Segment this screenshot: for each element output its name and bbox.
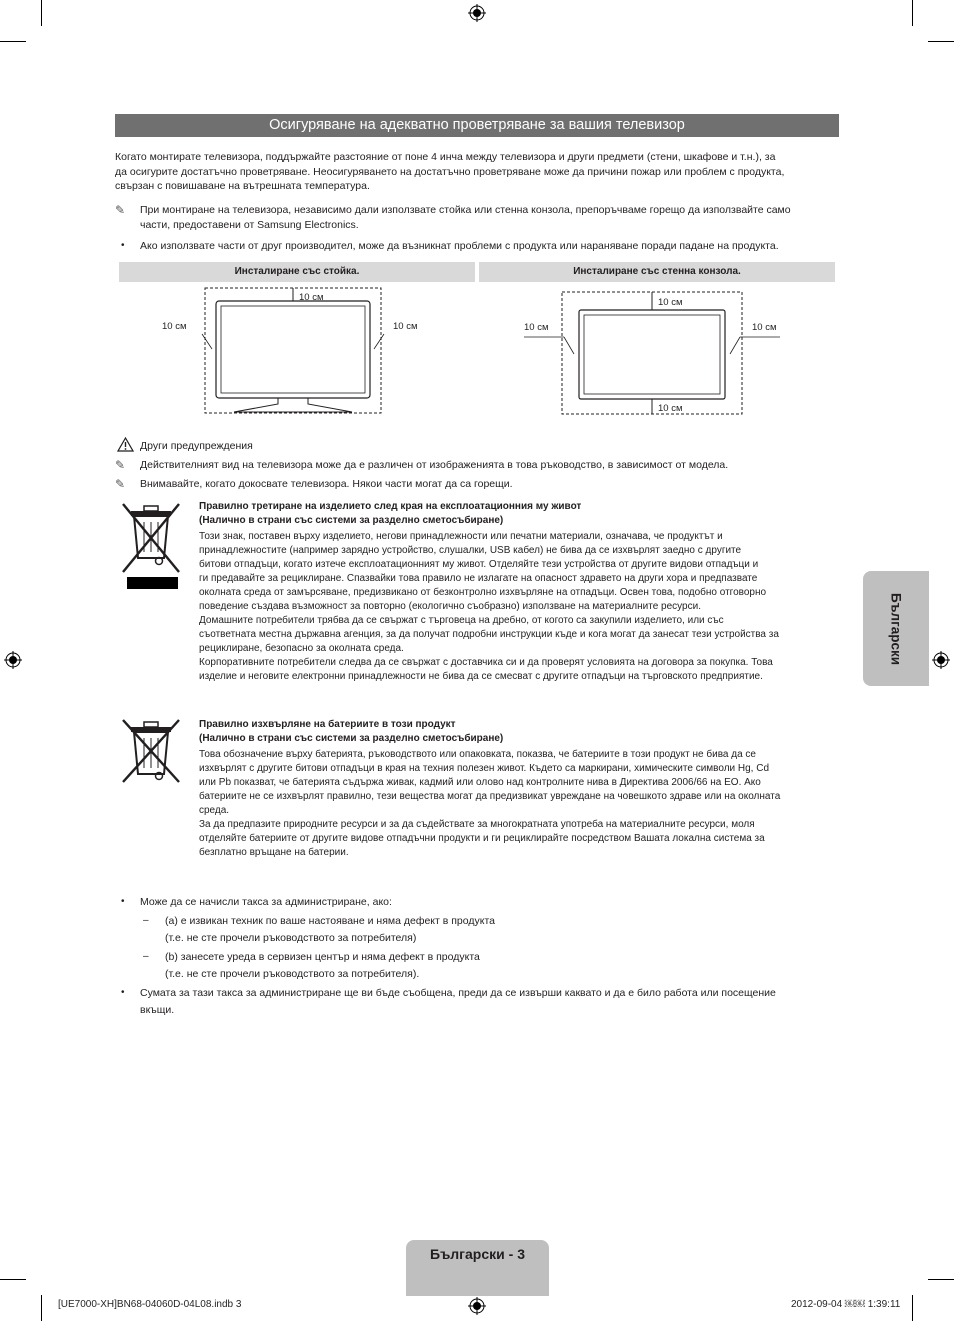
stand-diagram-header: Инсталиране със стойка. [119, 262, 475, 282]
bullet-icon: • [121, 896, 125, 907]
note-line: части, предоставени от Samsung Electronics. [140, 218, 359, 231]
language-side-tab [863, 571, 929, 686]
registration-mark-icon [932, 651, 950, 669]
fee-line: (a) е извикан техник по ваше настояване и няма дефект в продукта [165, 915, 495, 927]
footer-timestamp: 2012-09-04 ￼￼ 1:39:11 [791, 1299, 901, 1310]
battery-line: Това обозначение върху батерията, ръководството или опаковката, показва, че батериите в този продукт не бива да се [199, 749, 756, 760]
battery-line: безплатно връщане на батерии. [199, 847, 349, 858]
weee-section [199, 500, 839, 684]
warning-note: Действителният вид на телевизора може да е различен от изображенията в това ръководство, в зависимост от модела. [140, 459, 729, 471]
bullet-icon: • [121, 240, 125, 251]
stand-left-label: 10 см [162, 321, 187, 332]
weee-line: ги предавайте за рециклиране. Спазвайки това правило не излагате на опасност здравето на други хора и предпазвате [199, 573, 758, 584]
crop-mark [0, 41, 26, 42]
crop-mark [912, 1295, 913, 1321]
note-line: При монтиране на телевизора, независимо дали използвате стойка или стенна конзола, препоръчваме горещо да използвайте само [140, 204, 791, 216]
bullet-icon: • [121, 987, 125, 998]
page-number-tab: Български - 3 [406, 1240, 549, 1296]
stand-right-label: 10 см [393, 321, 418, 332]
intro-line: свързан с повишаване на вътрешната температура. [115, 180, 370, 192]
dash-icon: – [143, 915, 149, 926]
weee-line: Този знак, поставен върху изделието, негови принадлежности или печатни материали, означава, че продуктът и [199, 531, 723, 542]
battery-line: изхвърлят с другите битови отпадъци в края на техния полезен живот. Където са маркирани, химическите символи Hg, Cd [199, 763, 770, 774]
warning-note: Внимавайте, когато докосвате телевизора. Някои части могат да са горещи. [140, 478, 513, 490]
wall-left-label: 10 см [524, 322, 549, 333]
fee-dash-item [165, 914, 845, 945]
fee-line: (т.е. не сте прочели ръководството за потребителя) [165, 931, 417, 944]
weee-line: Домашните потребители трябва да се свържат с търговеца на дребно, от когото са закупили изделието, или със [199, 615, 724, 626]
fee-line: Сумата за тази такса за администриране ще ви бъде съобщена, преди да се извърши каквато и да е било работа или посещение [140, 987, 776, 999]
weee-line: околната среда от замърсяване, предизвикано от безконтролно изхвърляне на отпадъци. Освен това, подобно отговорно [199, 587, 767, 598]
weee-line: битови отпадъци, когато изтече експлоатационният му живот. Отделяйте тези устройства от другите видови отпадъци и [199, 559, 759, 570]
registration-mark-icon [468, 4, 486, 22]
section-title: Осигуряване на адекватно проветряване за вашия телевизор [115, 114, 839, 137]
weee-line: Корпоративните потребители следва да се свържат с доставчика си и да проверят условията на договора за покупка. Това [199, 657, 773, 668]
footer-file-info: [UE7000-XH]BN68-04060D-04L08.indb 3 [58, 1299, 242, 1310]
wall-diagram-header: Инсталиране със стенна конзола. [479, 262, 835, 282]
fee-bullet [140, 986, 845, 1017]
warnings-title: Други предупреждения [140, 440, 253, 452]
battery-section [199, 718, 839, 860]
note-pencil-icon: ✎ [115, 477, 126, 491]
crop-mark [928, 1279, 954, 1280]
intro-paragraph [115, 150, 855, 194]
fee-bullet: Може да се начисли такса за администриране, ако: [140, 896, 392, 908]
wall-installation-diagram [516, 289, 796, 419]
stand-top-label: 10 см [299, 292, 324, 303]
crossed-bin-battery-icon [120, 718, 182, 784]
crop-mark [928, 41, 954, 42]
battery-subtitle: (Налично в страни със системи за разделно сметосъбиране) [199, 733, 504, 744]
battery-line: батериите не се изхвърлят правилно, тези вещества могат да предизвикат увреждане на човешкото здраве или на околната [199, 791, 781, 802]
crop-mark [41, 0, 42, 26]
bullet-text: Ако използвате части от друг производител, може да възникнат проблеми с продукта или нараняване поради падане на продукта. [140, 240, 779, 252]
weee-title: Правилно третиране на изделието след края на експлоатационния му живот [199, 501, 582, 512]
fee-line: (т.е. не сте прочели ръководството за потребителя). [165, 967, 420, 980]
warning-triangle-icon [117, 437, 134, 452]
stand-installation-diagram [150, 284, 440, 416]
battery-line: отделяйте батериите от другите видове отпадъчни продукти и ги рециклирайте посредством Вашата локална система за [199, 833, 765, 844]
weee-line: рециклиране, безопасно за околната среда. [199, 643, 404, 654]
note-pencil-icon: ✎ [115, 203, 126, 217]
battery-line: среда. [199, 805, 230, 816]
weee-subtitle: (Налично в страни със системи за разделно сметосъбиране) [199, 515, 504, 526]
crossed-bin-icon [120, 500, 182, 592]
fee-line: вкъщи. [140, 1003, 175, 1016]
note-pencil-icon: ✎ [115, 458, 126, 472]
crop-mark [912, 0, 913, 26]
wall-top-label: 10 см [658, 297, 683, 308]
battery-title: Правилно изхвърляне на батериите в този продукт [199, 719, 456, 730]
weee-line: изделие и неговите електронни принадлежности не бива да се смесват с другите отпадъци на търговското предприятие. [199, 671, 763, 682]
crop-mark [0, 1279, 26, 1280]
battery-line: или Pb показват, че батерията съдържа живак, кадмий или олово над контролните нива в Директива 2006/66 на ЕО. Ако [199, 777, 761, 788]
wall-right-label: 10 см [752, 322, 777, 333]
registration-mark-icon [4, 651, 22, 669]
intro-line: да осигурите достатъчно проветряване. Неосигуряването на достатъчно проветряване може да причини пожар или проблем с продукта, [115, 165, 785, 178]
language-side-tab-label: Български [888, 592, 904, 665]
fee-line: (b) занесете уреда в сервизен център и няма дефект в продукта [165, 951, 480, 963]
note-text [140, 203, 850, 232]
crop-mark [41, 1295, 42, 1321]
battery-line: За да предпазите природните ресурси и за да съдействате за многократната употреба на материалните ресурси, моля [199, 819, 755, 830]
registration-mark-icon [468, 1297, 486, 1315]
wall-bottom-label: 10 см [658, 403, 683, 414]
weee-line: съответната местна държавна агенция, за да получат подробни инструкции къде и кога могат да занесат тези устройства за [199, 629, 779, 640]
dash-icon: – [143, 951, 149, 962]
fee-dash-item [165, 950, 845, 981]
weee-line: принадлежностите (например зарядно устройство, слушалки, USB кабел) не бива да се изхвърлят заедно с другите [199, 545, 742, 556]
weee-line: поведение създава възможност за повторно (екологично съобразно) използване на материалните ресурси. [199, 601, 701, 612]
intro-line: Когато монтирате телевизора, поддържайте разстояние от поне 4 инча между телевизора и други предмети (стени, шкафове и т.н.), за [115, 151, 776, 163]
